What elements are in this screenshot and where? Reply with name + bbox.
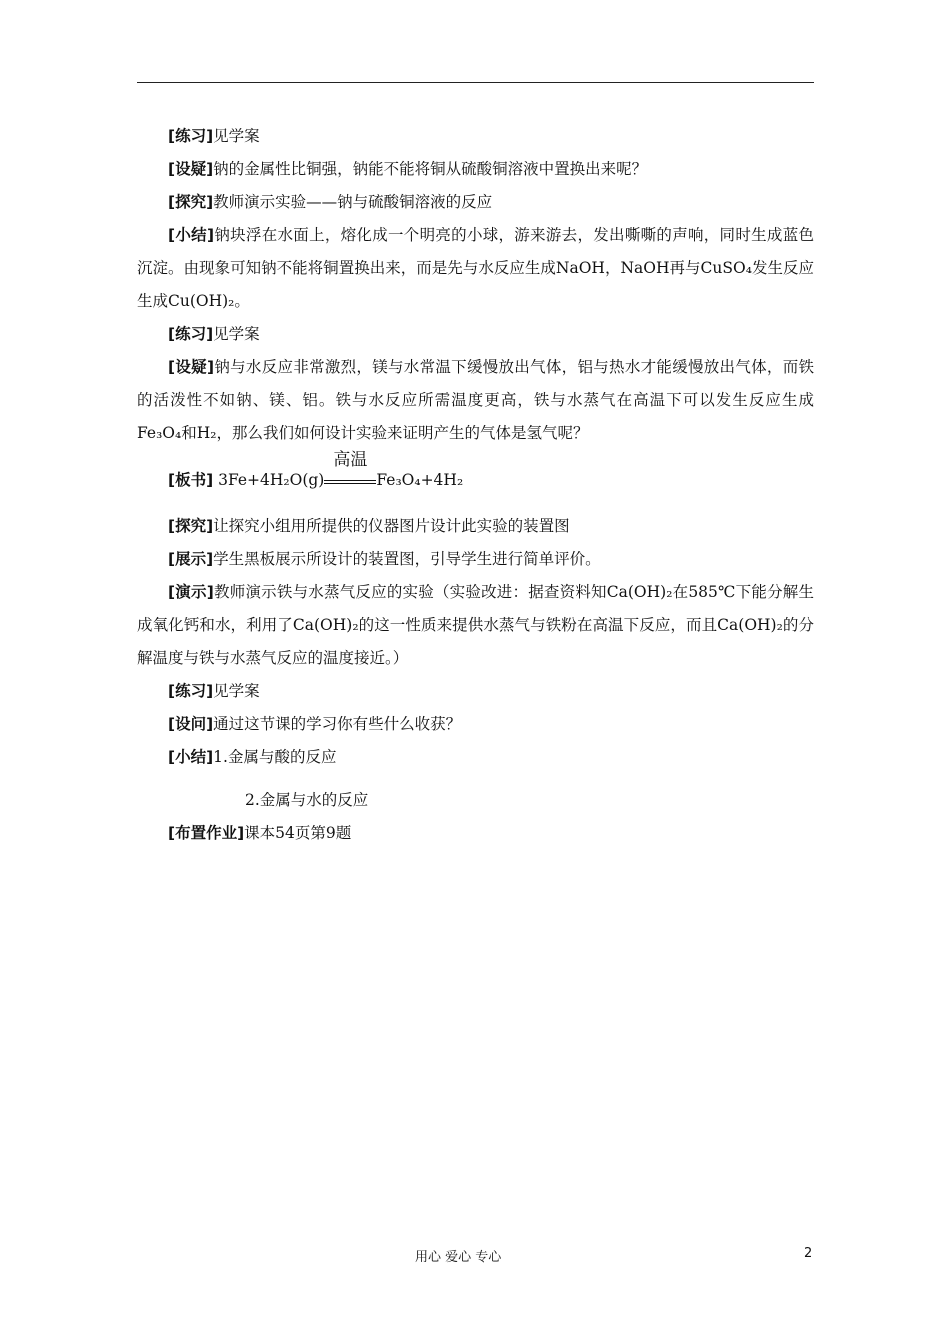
header-rule: [137, 82, 814, 83]
page-number: 2: [804, 1246, 813, 1261]
para-7: [探究]让探究小组用所提供的仪器图片设计此实验的装置图: [168, 517, 570, 535]
footer-motto: 用心 爱心 专心: [415, 1250, 502, 1265]
equation-left: 3Fe+4H₂O(g): [218, 471, 325, 489]
para-3: [探究]教师演示实验——钠与硫酸铜溶液的反应: [168, 193, 493, 211]
para-1: [练习]见学案: [168, 127, 260, 145]
para-8: [展示]学生黑板展示所设计的装置图，引导学生进行简单评价。: [168, 550, 601, 568]
para-2: [设疑]钠的金属性比铜强，钠能不能将铜从硫酸铜溶液中置换出来呢？: [168, 160, 648, 178]
para-4: [小结]钠块浮在水面上，熔化成一个明亮的小球，游来游去，发出嘶嘶的声响，同时生成蓝色沉淀。由现象可知钠不能将铜置换出来，而是先与水反应生成NaOH，NaOH再与CuSO₄发生反应生成Cu(OH)₂。: [137, 226, 814, 310]
para-11: [设问]通过这节课的学习你有些什么收获？: [168, 715, 462, 733]
para-5: [练习]见学案: [168, 325, 260, 343]
reaction-arrow: [324, 450, 376, 488]
equation-tag: [板书]: [168, 471, 214, 489]
chemical-equation: [218, 450, 463, 510]
equation-right: Fe₃O₄+4H₂: [376, 471, 464, 489]
para-10: [练习]见学案: [168, 682, 260, 700]
equation-line: [137, 450, 814, 510]
document-body: [137, 120, 814, 850]
para-9: [演示]教师演示铁与水蒸气反应的实验（实验改进：据查资料知Ca(OH)₂在585℃下能分解生成氧化钙和水，利用了Ca(OH)₂的这一性质来提供水蒸气与铁粉在高温下反应，而且Ca(OH)₂的分解温度与铁与水蒸气反应的温度接近。）: [137, 583, 815, 667]
reaction-condition: 高温: [333, 450, 368, 470]
para-6: [设疑]钠与水反应非常激烈，镁与水常温下缓慢放出气体，铝与热水才能缓慢放出气体，而铁的活泼性不如钠、镁、铝。铁与水反应所需温度更高，铁与水蒸气在高温下可以发生反应生成Fe₃O₄和H₂，那么我们如何设计实验来证明产生的气体是氢气呢？: [137, 358, 814, 442]
para-12: [小结]1.金属与酸的反应: [168, 748, 337, 766]
summary-item-2: 2.金属与水的反应: [245, 791, 369, 809]
homework: [布置作业]课本54页第9题: [168, 824, 352, 842]
